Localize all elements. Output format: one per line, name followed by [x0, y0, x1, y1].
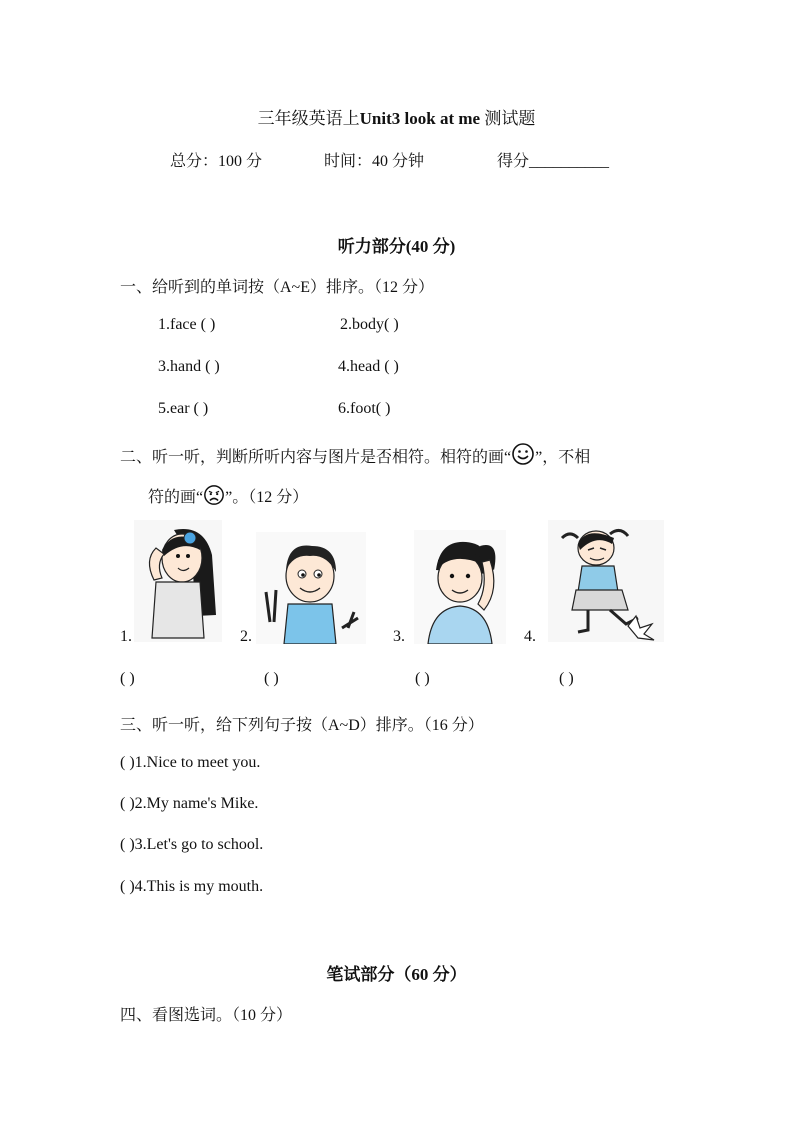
girl-touching-ear-picture: [134, 520, 222, 642]
girl-kicking-picture: [548, 520, 664, 642]
writing-section-title: 笔试部分（60 分）: [326, 965, 467, 984]
question-2-prompt: 二、听一听，判断所听内容与图片是否相符。相符的画“ ”，不相: [120, 442, 590, 471]
q3-item-2: ( )2.My name's Mike.: [120, 795, 259, 812]
q1-item-2: 2.body( ): [340, 316, 399, 333]
score-blank: 得分__________: [497, 153, 610, 170]
title-suffix: 测试题: [484, 109, 536, 128]
q1-item-1: 1.face ( ): [158, 316, 216, 333]
q1-item-5: 5.ear ( ): [158, 400, 209, 417]
listening-section-title: 听力部分(40 分): [337, 237, 456, 256]
q1-item-3: 3.hand ( ): [158, 358, 220, 375]
title-prefix: 三年级英语上: [257, 109, 360, 128]
time-limit: 时间：40 分钟: [324, 153, 425, 170]
question-3-prompt: 三、听一听，给下列句子按（A~D）排序。（16 分）: [120, 717, 484, 734]
title-unit: Unit3 look at me: [359, 109, 481, 128]
question-1-prompt: 一、给听到的单词按（A~E）排序。（12 分）: [120, 279, 434, 296]
question-2-prompt-cont: 符的画“ ”。（12 分）: [148, 484, 308, 511]
picture-number-1: 1.: [120, 628, 132, 645]
picture-number-3: 3.: [393, 628, 405, 645]
picture-1-answer: ( ): [120, 670, 135, 687]
q1-item-6: 6.foot( ): [338, 400, 391, 417]
picture-4-answer: ( ): [559, 670, 574, 687]
q3-item-4: ( )4.This is my mouth.: [120, 878, 264, 895]
total-score: 总分：100 分: [170, 153, 263, 170]
q3-item-1: ( )1.Nice to meet you.: [120, 754, 261, 771]
page-title: [0, 104, 793, 129]
boy-pointing-picture: [256, 532, 366, 644]
q1-item-4: 4.head ( ): [338, 358, 399, 375]
smiley-face-icon: [511, 442, 535, 471]
sad-face-icon: [203, 484, 225, 511]
girl-touching-head-picture: [414, 530, 506, 644]
question-4-prompt: 四、看图选词。（10 分）: [120, 1007, 293, 1024]
picture-3-answer: ( ): [415, 670, 430, 687]
picture-2-answer: ( ): [264, 670, 279, 687]
picture-number-2: 2.: [240, 628, 252, 645]
q3-item-3: ( )3.Let's go to school.: [120, 836, 264, 853]
picture-number-4: 4.: [524, 628, 536, 645]
